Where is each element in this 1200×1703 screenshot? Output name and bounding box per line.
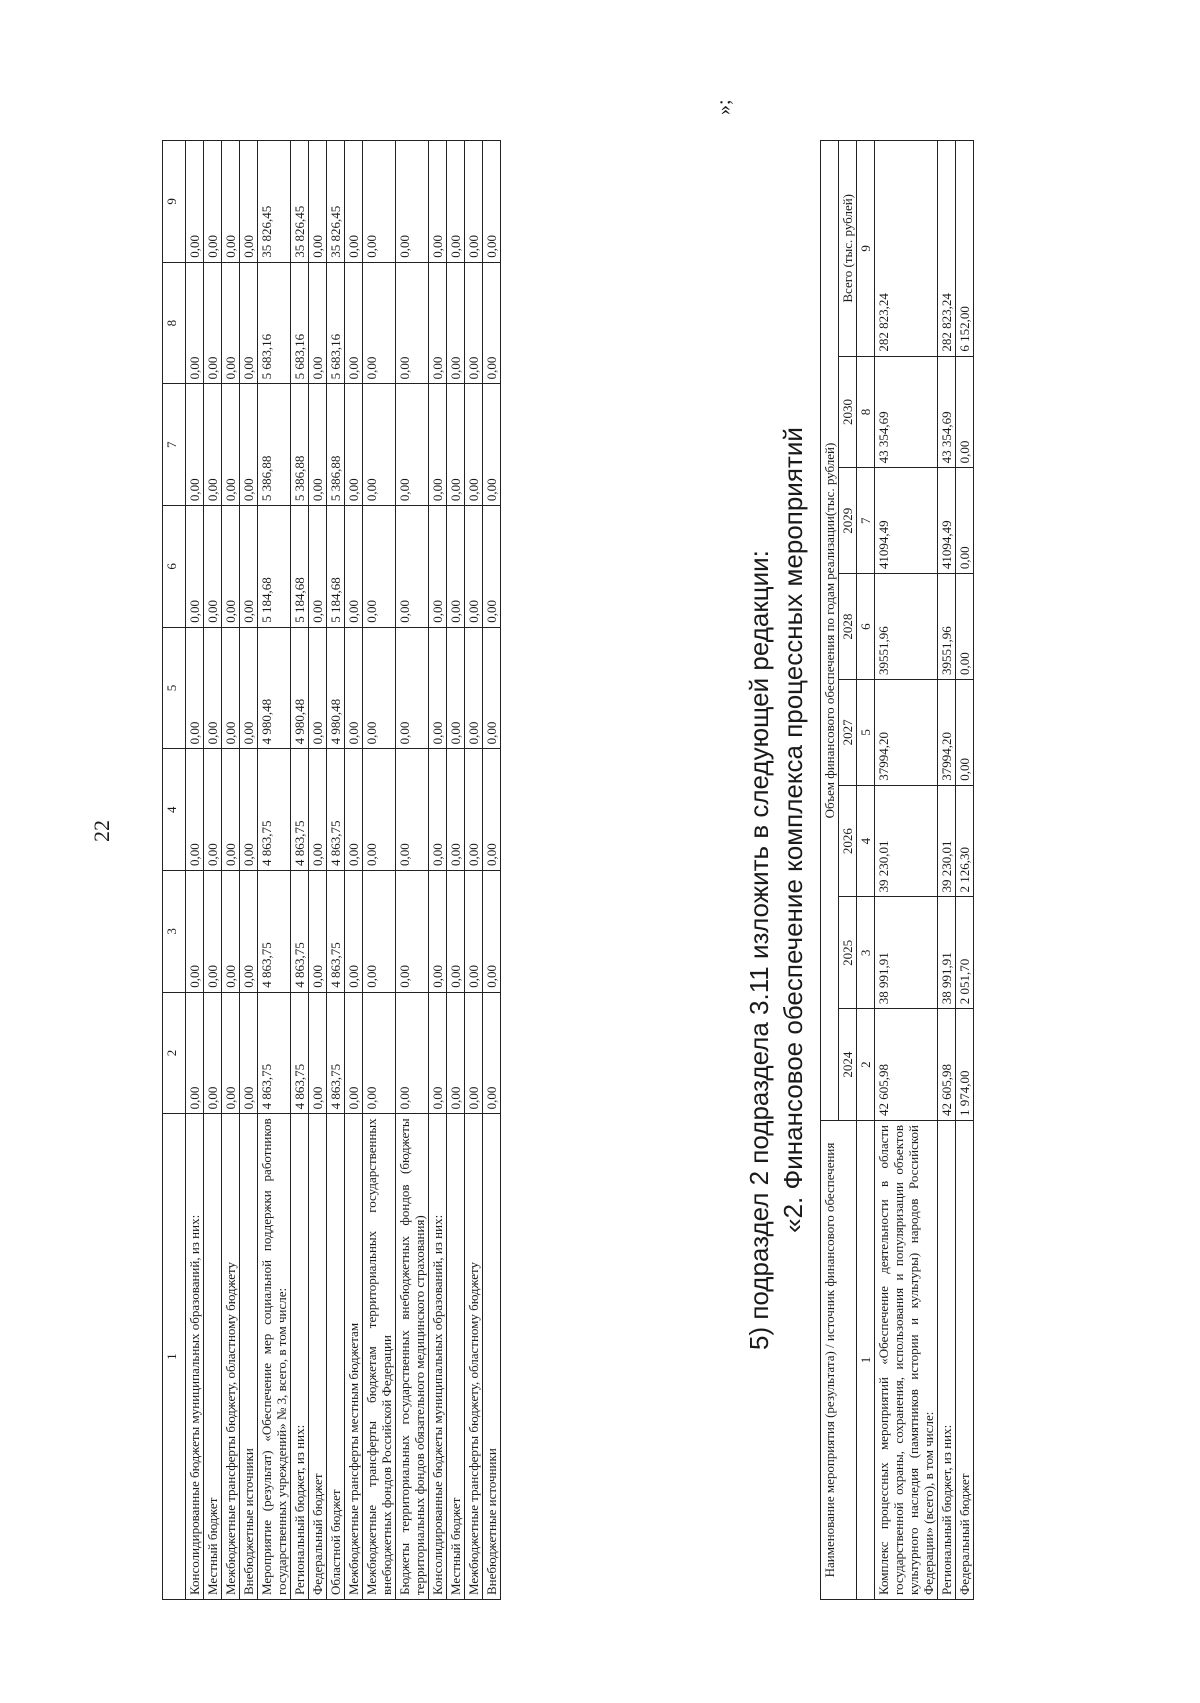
table-cell: 0,00	[429, 262, 447, 384]
table-cell: 0,00	[222, 871, 240, 993]
table-cell: 35 826,45	[291, 141, 309, 263]
table-cell: 39551,96	[875, 574, 938, 680]
table-cell: 0,00	[363, 627, 396, 749]
table-cell: 0,00	[465, 871, 483, 993]
year-header: 2030	[839, 356, 857, 468]
column-number: 8	[857, 356, 875, 468]
table-cell: 0,00	[483, 141, 501, 263]
table-cell: 38 991,91	[875, 897, 938, 1009]
funding-table-continued	[162, 140, 501, 1600]
table-cell: 0,00	[204, 871, 222, 993]
row-label: Местный бюджет	[447, 1114, 465, 1600]
table-cell: 0,00	[396, 262, 429, 384]
table-cell: 0,00	[222, 384, 240, 506]
table-cell: 43 354,69	[875, 356, 938, 468]
table-cell: 0,00	[240, 262, 258, 384]
row-label: Федеральный бюджет	[309, 1114, 327, 1600]
table-cell: 0,00	[447, 506, 465, 628]
column-number: 3	[163, 871, 186, 993]
column-number: 1	[857, 1121, 875, 1600]
table-cell: 39 230,01	[875, 785, 938, 897]
table-cell: 5 386,88	[258, 384, 291, 506]
table-cell: 0,00	[363, 871, 396, 993]
table-cell: 0,00	[345, 262, 363, 384]
table-cell: 0,00	[345, 141, 363, 263]
table-row	[429, 141, 447, 1600]
table-cell: 0,00	[465, 627, 483, 749]
table-row	[204, 141, 222, 1600]
table-cell: 0,00	[396, 627, 429, 749]
year-header: 2027	[839, 679, 857, 785]
column-number: 7	[857, 468, 875, 574]
table-cell: 0,00	[429, 871, 447, 993]
table-cell: 0,00	[429, 749, 447, 871]
column-number: 3	[857, 897, 875, 1009]
table-cell: 0,00	[483, 749, 501, 871]
table-cell: 39551,96	[938, 574, 956, 680]
table-cell: 0,00	[186, 627, 204, 749]
column-number: 8	[163, 262, 186, 384]
table-cell: 42 605,98	[938, 1009, 956, 1121]
table-row	[291, 141, 309, 1600]
column-number: 5	[163, 627, 186, 749]
table-cell: 0,00	[186, 871, 204, 993]
table-cell: 0,00	[222, 627, 240, 749]
column-number: 5	[857, 679, 875, 785]
table-cell: 4 863,75	[327, 749, 345, 871]
column-number: 4	[163, 749, 186, 871]
row-label: Внебюджетные источники	[240, 1114, 258, 1600]
row-label: Местный бюджет	[204, 1114, 222, 1600]
table-cell: 4 980,48	[327, 627, 345, 749]
name-column-header: Наименование мероприятия (результата) / источник финансового обеспечения	[821, 1121, 857, 1600]
table-row	[345, 141, 363, 1600]
table-cell: 0,00	[345, 871, 363, 993]
table-row	[309, 141, 327, 1600]
row-label: Консолидированные бюджеты муниципальных образований, из них:	[429, 1114, 447, 1600]
table-cell: 38 991,91	[938, 897, 956, 1009]
table-cell: 0,00	[396, 749, 429, 871]
table-row	[483, 141, 501, 1600]
table-cell: 0,00	[240, 992, 258, 1114]
table-cell: 4 863,75	[327, 992, 345, 1114]
column-number: 2	[857, 1009, 875, 1121]
table-cell: 42 605,98	[875, 1009, 938, 1121]
table-cell: 0,00	[222, 506, 240, 628]
table-cell: 4 863,75	[291, 871, 309, 993]
table-cell: 0,00	[204, 992, 222, 1114]
table-cell: 0,00	[465, 506, 483, 628]
table-row	[875, 141, 938, 1600]
table-cell: 0,00	[345, 627, 363, 749]
table-cell: 0,00	[222, 749, 240, 871]
table-cell: 5 683,16	[258, 262, 291, 384]
row-label: Комплекс процессных мероприятий «Обеспечение деятельности в области государственной охраны, сохранения, использования и популяризации объектов культурного наследия (памятников истории и культуры) народов Российской Федерации» (всего), в том числе:	[875, 1121, 938, 1600]
row-label: Внебюджетные источники	[483, 1114, 501, 1600]
column-number: 1	[163, 1114, 186, 1600]
table-cell: 35 826,45	[258, 141, 291, 263]
table-cell: 0,00	[465, 992, 483, 1114]
table-cell: 0,00	[345, 992, 363, 1114]
row-label: Бюджеты территориальных государственных внебюджетных фондов (бюджеты территориальных фондов обязательного медицинского страхования)	[396, 1114, 429, 1600]
row-label: Региональный бюджет, из них:	[291, 1114, 309, 1600]
table-cell: 43 354,69	[938, 356, 956, 468]
table-cell: 37994,20	[938, 679, 956, 785]
amendment-instruction: 5) подраздел 2 подраздела 3.11 изложить в следующей редакции:	[744, 550, 774, 1350]
section-heading	[742, 60, 810, 1600]
table-row	[956, 141, 974, 1600]
year-header: 2029	[839, 468, 857, 574]
total-header: Всего (тыс. рублей)	[839, 141, 857, 357]
table-row	[363, 141, 396, 1600]
table-cell: 0,00	[956, 679, 974, 785]
table-cell: 39 230,01	[938, 785, 956, 897]
table-cell: 5 683,16	[291, 262, 309, 384]
table-cell: 0,00	[363, 749, 396, 871]
table-cell: 0,00	[240, 506, 258, 628]
table-cell: 0,00	[204, 384, 222, 506]
process-measures-funding-table	[820, 140, 974, 1600]
column-number: 9	[163, 141, 186, 263]
table-row	[240, 141, 258, 1600]
table-cell: 0,00	[363, 262, 396, 384]
table-cell: 0,00	[465, 384, 483, 506]
column-number: 6	[857, 574, 875, 680]
table-cell: 0,00	[483, 262, 501, 384]
table-cell: 0,00	[956, 574, 974, 680]
table-cell: 0,00	[222, 262, 240, 384]
table-cell: 0,00	[447, 141, 465, 263]
table-row	[258, 141, 291, 1600]
column-number: 9	[857, 141, 875, 357]
table-cell: 0,00	[956, 356, 974, 468]
table-cell: 0,00	[204, 627, 222, 749]
table-row	[396, 141, 429, 1600]
table-cell: 4 863,75	[291, 749, 309, 871]
row-label: Консолидированные бюджеты муниципальных образований, из них:	[186, 1114, 204, 1600]
table-cell: 0,00	[447, 627, 465, 749]
table-cell: 0,00	[240, 141, 258, 263]
table-cell: 0,00	[483, 627, 501, 749]
table-cell: 0,00	[186, 992, 204, 1114]
table-cell: 0,00	[186, 506, 204, 628]
table-cell: 0,00	[447, 262, 465, 384]
table-cell: 0,00	[222, 992, 240, 1114]
table-cell: 0,00	[204, 262, 222, 384]
table-cell: 0,00	[363, 384, 396, 506]
table-cell: 282 823,24	[875, 141, 938, 357]
table-cell: 5 184,68	[258, 506, 291, 628]
table-cell: 0,00	[240, 384, 258, 506]
column-number: 7	[163, 384, 186, 506]
row-label: Межбюджетные трансферты местным бюджетам	[345, 1114, 363, 1600]
table-cell: 0,00	[363, 992, 396, 1114]
table-cell: 5 184,68	[327, 506, 345, 628]
table-cell: 0,00	[447, 871, 465, 993]
table-cell: 4 863,75	[327, 871, 345, 993]
table-cell: 0,00	[345, 384, 363, 506]
table-row	[327, 141, 345, 1600]
row-label: Областной бюджет	[327, 1114, 345, 1600]
table-cell: 37994,20	[875, 679, 938, 785]
table-cell: 0,00	[429, 506, 447, 628]
funding-group-header: Объем финансового обеспечения по годам реализации(тыс. рублей)	[821, 141, 839, 1121]
table-cell: 0,00	[396, 141, 429, 263]
table-cell: 0,00	[483, 506, 501, 628]
table-row	[222, 141, 240, 1600]
row-label: Федеральный бюджет	[956, 1121, 974, 1600]
table-cell: 0,00	[309, 749, 327, 871]
table-cell: 0,00	[447, 749, 465, 871]
table-cell: 0,00	[240, 627, 258, 749]
table-cell: 2 126,30	[956, 785, 974, 897]
year-header: 2026	[839, 785, 857, 897]
year-header: 2028	[839, 574, 857, 680]
page-number: 22	[89, 820, 114, 842]
table-cell: 0,00	[483, 871, 501, 993]
table-header-row	[821, 141, 839, 1600]
table-cell: 0,00	[396, 992, 429, 1114]
table-cell: 0,00	[186, 384, 204, 506]
rotated-page-content	[0, 40, 1030, 1600]
table-cell: 2 051,70	[956, 897, 974, 1009]
table-cell: 0,00	[429, 384, 447, 506]
row-label: Межбюджетные трансферты бюджетам территориальных государственных внебюджетных фондов Российской Федерации	[363, 1114, 396, 1600]
table-cell: 41094,49	[875, 468, 938, 574]
table-cell: 0,00	[309, 992, 327, 1114]
table-cell: 0,00	[240, 749, 258, 871]
table-cell: 0,00	[483, 992, 501, 1114]
table-cell: 0,00	[396, 506, 429, 628]
column-number: 6	[163, 506, 186, 628]
table-cell: 0,00	[186, 262, 204, 384]
table-cell: 4 863,75	[258, 749, 291, 871]
column-number: 4	[857, 785, 875, 897]
table-cell: 41094,49	[938, 468, 956, 574]
year-header: 2024	[839, 1009, 857, 1121]
table-cell: 0,00	[396, 871, 429, 993]
table-cell: 0,00	[309, 627, 327, 749]
table-cell: 0,00	[204, 506, 222, 628]
table-cell: 5 683,16	[327, 262, 345, 384]
section-title: «2. Финансовое обеспечение комплекса процессных мероприятий	[778, 427, 808, 1233]
table-cell: 0,00	[429, 627, 447, 749]
table-cell: 0,00	[204, 749, 222, 871]
table-cell: 4 863,75	[258, 871, 291, 993]
year-header: 2025	[839, 897, 857, 1009]
table-cell: 0,00	[447, 992, 465, 1114]
table-cell: 0,00	[309, 141, 327, 263]
table-cell: 0,00	[240, 871, 258, 993]
table-cell: 0,00	[309, 506, 327, 628]
table-cell: 0,00	[465, 749, 483, 871]
table-cell: 5 184,68	[291, 506, 309, 628]
table-cell: 0,00	[363, 506, 396, 628]
table-cell: 6 152,00	[956, 141, 974, 357]
table-cell: 0,00	[186, 141, 204, 263]
column-numbers-row	[857, 141, 875, 1600]
closing-quote-mark: »;	[713, 99, 735, 115]
table-cell: 4 863,75	[291, 992, 309, 1114]
table-cell: 0,00	[345, 506, 363, 628]
table-cell: 4 980,48	[291, 627, 309, 749]
table-cell: 0,00	[363, 141, 396, 263]
table-cell: 0,00	[465, 262, 483, 384]
row-label: Межбюджетные трансферты бюджету, областному бюджету	[465, 1114, 483, 1600]
table-cell: 1 974,00	[956, 1009, 974, 1121]
table-row	[938, 141, 956, 1600]
table-row	[447, 141, 465, 1600]
table-cell: 0,00	[186, 749, 204, 871]
table-cell: 0,00	[309, 262, 327, 384]
table-cell: 35 826,45	[327, 141, 345, 263]
table-cell: 4 980,48	[258, 627, 291, 749]
table-cell: 5 386,88	[291, 384, 309, 506]
table-cell: 0,00	[309, 871, 327, 993]
table-cell: 0,00	[429, 141, 447, 263]
table-cell: 0,00	[309, 384, 327, 506]
table-cell: 0,00	[429, 992, 447, 1114]
column-number: 2	[163, 992, 186, 1114]
table-header-row	[163, 141, 186, 1600]
row-label: Мероприятие (результат) «Обеспечение мер социальной поддержки работников государственных учреждений» № 3, всего, в том числе:	[258, 1114, 291, 1600]
table-cell: 0,00	[204, 141, 222, 263]
table-cell: 282 823,24	[938, 141, 956, 357]
table-cell: 0,00	[956, 468, 974, 574]
table-cell: 5 386,88	[327, 384, 345, 506]
table-cell: 0,00	[465, 141, 483, 263]
table-cell: 0,00	[222, 141, 240, 263]
table-row	[186, 141, 204, 1600]
row-label: Межбюджетные трансферты бюджету, областному бюджету	[222, 1114, 240, 1600]
row-label: Региональный бюджет, из них:	[938, 1121, 956, 1600]
table-cell: 4 863,75	[258, 992, 291, 1114]
table-cell: 0,00	[396, 384, 429, 506]
table-row	[465, 141, 483, 1600]
table-cell: 0,00	[345, 749, 363, 871]
table-cell: 0,00	[447, 384, 465, 506]
table-cell: 0,00	[483, 384, 501, 506]
